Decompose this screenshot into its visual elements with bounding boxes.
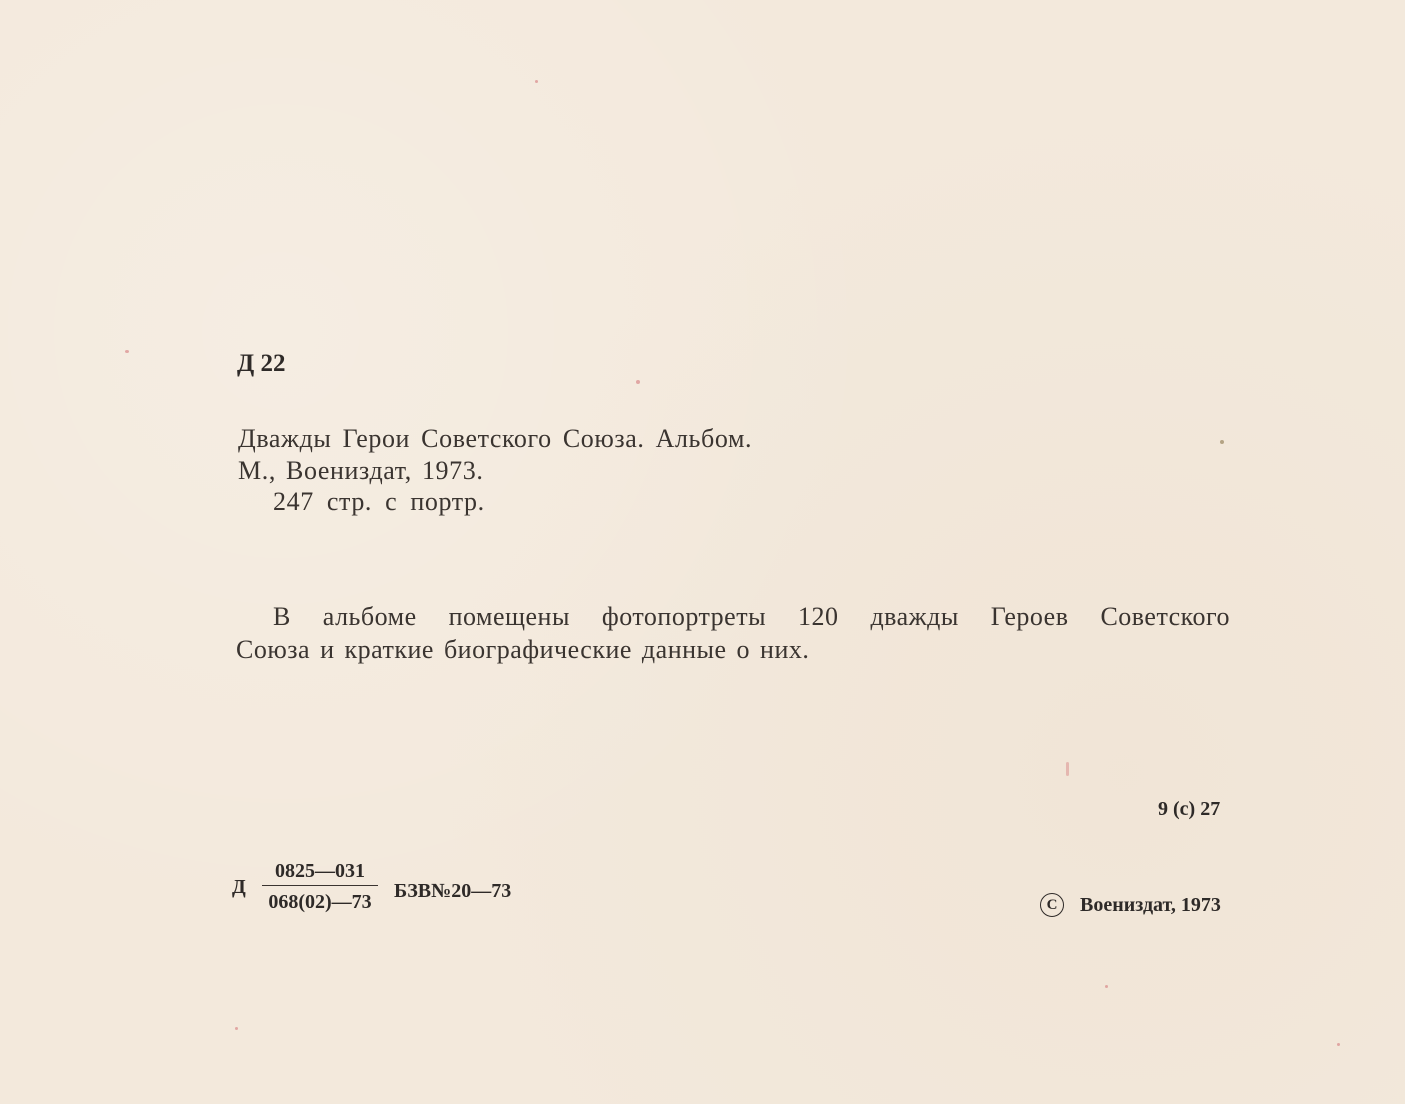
annotation-line-2: Союза и краткие биографические данные о них. — [236, 635, 810, 664]
annotation-line-1: В альбоме помещены фотопортреты 120 дважды Героев Советского — [273, 602, 1230, 631]
paper-speck — [1220, 440, 1224, 444]
paper-speck — [1066, 762, 1069, 776]
paper-speck — [535, 80, 538, 83]
imprint-letter: Д — [232, 876, 246, 898]
imprint-series: БЗВ№20—73 — [394, 880, 512, 902]
imprint-fraction — [256, 858, 384, 915]
bibliography-pages: 247 стр. с портр. — [273, 487, 485, 516]
imprint-denominator: 068(02)—73 — [268, 891, 372, 913]
paper-speck — [1105, 985, 1108, 988]
copyright-notice — [1040, 893, 1221, 917]
annotation — [236, 600, 1230, 666]
paper-speck — [636, 380, 640, 384]
catalog-code: Д 22 — [237, 350, 286, 377]
copyright-text: Воениздат, 1973 — [1080, 894, 1221, 916]
paper-speck — [125, 350, 129, 353]
copyright-icon: C — [1040, 893, 1064, 917]
library-index: 9 (с) 27 — [1158, 798, 1221, 820]
imprint-code — [230, 858, 530, 918]
bibliography-title: Дважды Герои Советского Союза. Альбом. — [238, 424, 753, 453]
imprint-numerator: 0825—031 — [275, 860, 365, 882]
paper-speck — [1337, 1043, 1340, 1046]
fraction-rule — [262, 885, 378, 886]
paper-speck — [235, 1027, 238, 1030]
bibliography-publisher: М., Воениздат, 1973. — [238, 456, 484, 485]
